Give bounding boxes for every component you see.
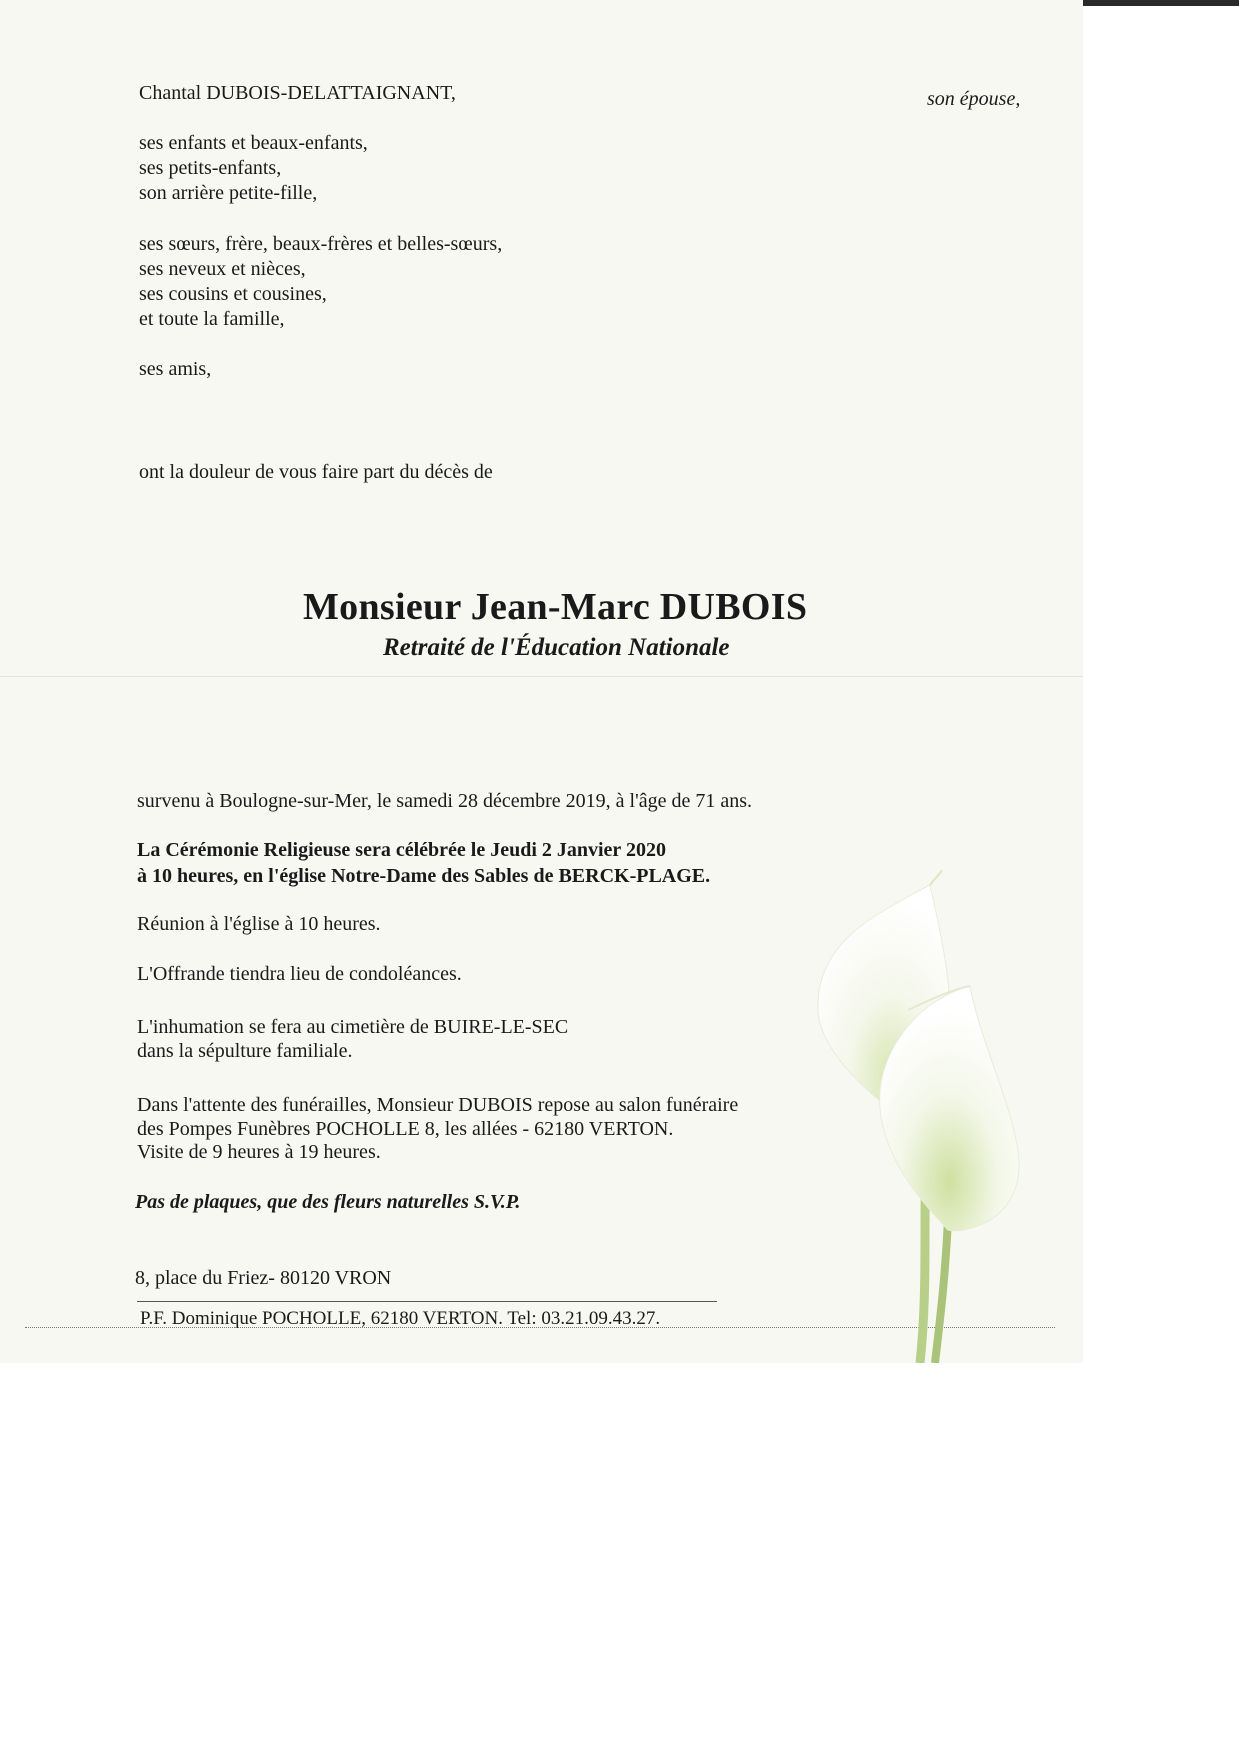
burial-line-1: L'inhumation se fera au cimetière de BUIRE-LE-SEC <box>137 1016 569 1038</box>
family-line: et toute la famille, <box>139 308 285 330</box>
spouse-name: Chantal DUBOIS-DELATTAIGNANT, <box>139 82 456 104</box>
ceremony-line-1: La Cérémonie Religieuse sera célébrée le Jeudi 2 Janvier 2020 <box>137 839 666 861</box>
nephews-line: ses neveux et nièces, <box>139 258 306 280</box>
deceased-title: Retraité de l'Éducation Nationale <box>383 634 730 661</box>
calla-lily-illustration <box>780 870 1040 1363</box>
fold-line <box>0 676 1083 677</box>
grandchildren-line: ses petits-enfants, <box>139 157 282 179</box>
address-line: 8, place du Friez- 80120 VRON <box>135 1267 392 1289</box>
spouse-role: son épouse, <box>927 88 1021 110</box>
rest-line-3: Visite de 9 heures à 19 heures. <box>137 1141 381 1163</box>
siblings-line: ses sœurs, frère, beaux-frères et belles-sœurs, <box>139 233 503 255</box>
burial-line-2: dans la sépulture familiale. <box>137 1040 353 1062</box>
rest-line-1: Dans l'attente des funérailles, Monsieur DUBOIS repose au salon funéraire <box>137 1094 739 1116</box>
meeting-info: Réunion à l'église à 10 heures. <box>137 913 381 935</box>
death-info: survenu à Boulogne-sur-Mer, le samedi 28 décembre 2019, à l'âge de 71 ans. <box>137 790 752 812</box>
scan-edge-line <box>1083 0 1239 6</box>
cousins-line: ses cousins et cousines, <box>139 283 327 305</box>
intro-text: ont la douleur de vous faire part du décès de <box>139 461 493 483</box>
footer-rule <box>137 1301 717 1302</box>
great-granddaughter-line: son arrière petite-fille, <box>139 182 318 204</box>
children-line: ses enfants et beaux-enfants, <box>139 132 368 154</box>
flowers-note: Pas de plaques, que des fleurs naturelles S.V.P. <box>135 1191 521 1213</box>
offering-info: L'Offrande tiendra lieu de condoléances. <box>137 963 462 985</box>
rest-line-2: des Pompes Funèbres POCHOLLE 8, les allées - 62180 VERTON. <box>137 1118 674 1140</box>
friends-line: ses amis, <box>139 358 212 380</box>
funeral-home-line: P.F. Dominique POCHOLLE, 62180 VERTON. Tel: 03.21.09.43.27. <box>140 1308 661 1329</box>
ceremony-line-2: à 10 heures, en l'église Notre-Dame des Sables de BERCK-PLAGE. <box>137 865 711 887</box>
deceased-name: Monsieur Jean-Marc DUBOIS <box>303 586 808 628</box>
